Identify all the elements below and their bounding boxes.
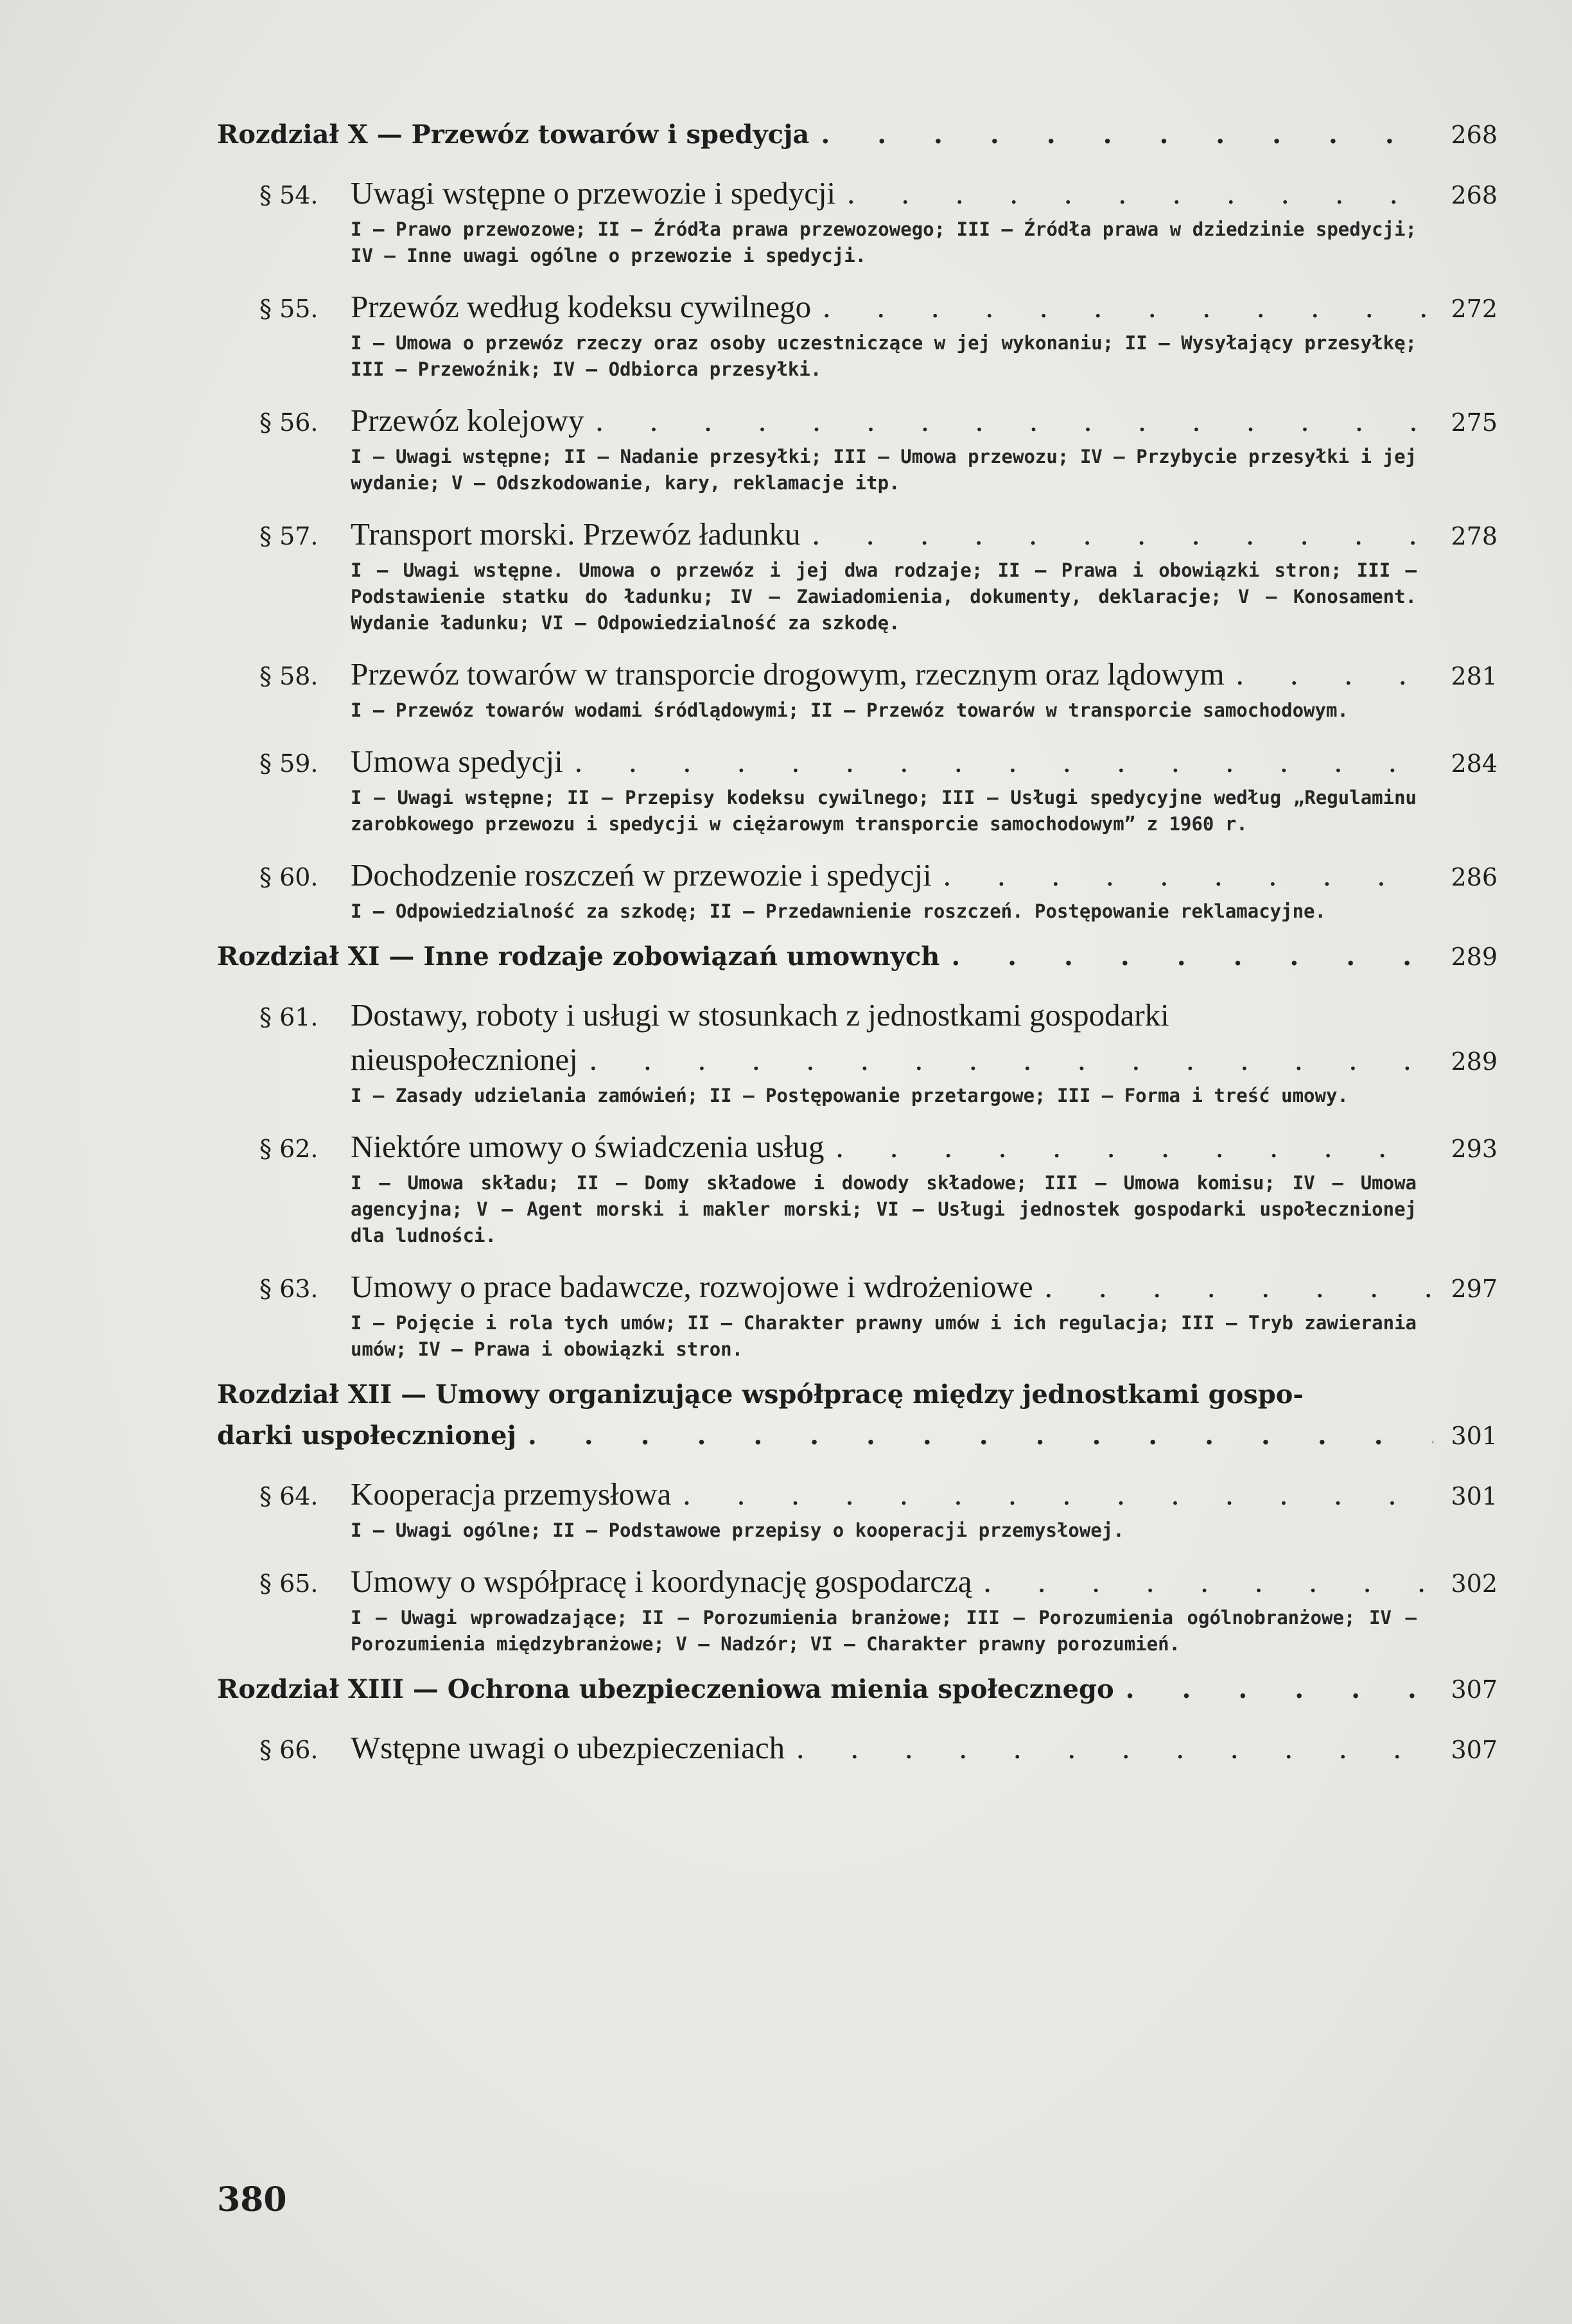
section-subtopics: I — Umowa składu; II — Domy składowe i dowody składowe; III — Umowa komisu; IV — Umowa agencyjna; V — Agent morski i makler morski; VI — Usługi jednostek gospodarki uspołecznionej dla ludności. [351, 1172, 1417, 1246]
section-number: § 55. [259, 295, 319, 323]
leader-dots [1114, 1669, 1433, 1710]
leader-dots [1033, 1266, 1433, 1308]
chapter-heading [217, 936, 1498, 977]
section-title: Dostawy, roboty i usługi w stosunkach z jednostkami gospodarki [351, 997, 1169, 1033]
chapter-page-number: 268 [1451, 121, 1498, 149]
page-number: 380 [217, 2180, 287, 2219]
section-page-number: 268 [1451, 181, 1498, 209]
section-heading-continued [217, 1038, 1498, 1083]
section-page-number: 302 [1451, 1569, 1498, 1598]
table-of-contents [217, 103, 1498, 1771]
chapter-heading-continued [217, 1415, 1498, 1456]
section-title: Umowy o prace badawcze, rozwojowe i wdrożeniowe [351, 1269, 1033, 1304]
chapter-label-continued: darki uspołecznionej [217, 1420, 516, 1451]
section-page-number: 301 [1451, 1482, 1498, 1510]
section-title: Kooperacja przemysłowa [351, 1476, 672, 1512]
leader-dots [671, 1473, 1433, 1516]
leader-dots [785, 1727, 1433, 1769]
section-page-number: 293 [1451, 1135, 1498, 1163]
section-number: § 57. [259, 522, 319, 550]
leader-dots [578, 1038, 1433, 1081]
section-heading [217, 1126, 1498, 1170]
section-heading [217, 286, 1498, 330]
chapter-heading [217, 114, 1498, 155]
section-page-number: 289 [1451, 1047, 1498, 1076]
section-page-number: 307 [1451, 1736, 1498, 1764]
section-number: § 64. [259, 1482, 319, 1510]
section-title: Umowy o współpracę i koordynację gospodarczą [351, 1564, 972, 1599]
leader-dots [584, 399, 1433, 442]
leader-dots [939, 936, 1433, 977]
section-title: Umowa spedycji [351, 744, 563, 779]
leader-dots [563, 740, 1433, 783]
section-number: § 59. [259, 749, 319, 778]
leader-dots [809, 114, 1433, 155]
leader-dots [835, 172, 1433, 214]
section-heading [217, 1727, 1498, 1771]
section-title: Dochodzenie roszczeń w przewozie i spedycji [351, 857, 932, 893]
section-page-number: 272 [1451, 295, 1498, 323]
section-heading [217, 1560, 1498, 1605]
section-subtopics: I — Pojęcie i rola tych umów; II — Charakter prawny umów i ich regulacja; III — Tryb zawierania umów; IV — Prawa i obowiązki stron. [351, 1312, 1417, 1360]
section-page-number: 281 [1451, 662, 1498, 690]
leader-dots [811, 286, 1433, 328]
section-number: § 58. [259, 662, 319, 690]
section-number: § 60. [259, 863, 319, 891]
section-page-number: 275 [1451, 408, 1498, 437]
chapter-page-number: 301 [1451, 1422, 1498, 1450]
section-heading [217, 399, 1498, 444]
chapter-label: Rozdział XI — Inne rodzaje zobowiązań umownych [217, 941, 940, 972]
section-title: Przewóz według kodeksu cywilnego [351, 289, 812, 324]
section-heading [217, 513, 1498, 557]
section-subtopics: I — Uwagi wprowadzające; II — Porozumienia branżowe; III — Porozumienia ogólnobranżowe; IV — Porozumienia międzybranżowe; V — Nadzór; VI — Charakter prawny porozumień. [351, 1607, 1417, 1655]
section-title: Uwagi wstępne o przewozie i spedycji [351, 175, 836, 211]
section-heading [217, 740, 1498, 785]
chapter-page-number: 307 [1451, 1675, 1498, 1704]
section-page-number: 297 [1451, 1275, 1498, 1303]
section-number: § 66. [259, 1736, 319, 1764]
section-heading [217, 1473, 1498, 1517]
leader-dots [972, 1560, 1433, 1603]
section-title: Przewóz towarów w transporcie drogowym, rzecznym oraz lądowym [351, 656, 1225, 692]
section-page-number: 278 [1451, 522, 1498, 550]
section-title-continued: nieuspołecznionej [351, 1042, 578, 1077]
section-subtopics: I — Przewóz towarów wodami śródlądowymi; II — Przewóz towarów w transporcie samochodowym. [351, 699, 1349, 721]
leader-dots [825, 1126, 1433, 1168]
section-heading [217, 653, 1498, 697]
leader-dots [1225, 653, 1433, 695]
chapter-label: Rozdział X — Przewóz towarów i spedycja [217, 119, 810, 150]
chapter-label: Rozdział XII — Umowy organizujące współpracę między jednostkami gospo- [217, 1379, 1304, 1410]
section-subtopics: I — Uwagi wstępne; II — Nadanie przesyłki; III — Umowa przewozu; IV — Przybycie przesyłki i jej wydanie; V — Odszkodowanie, kary, reklamacje itp. [351, 446, 1417, 494]
section-heading [217, 1266, 1498, 1310]
section-number: § 61. [259, 1003, 319, 1031]
section-page-number: 286 [1451, 863, 1498, 891]
section-subtopics: I — Umowa o przewóz rzeczy oraz osoby uczestniczące w jej wykonaniu; II — Wysyłający przesyłkę; III — Przewoźnik; IV — Odbiorca przesyłki. [351, 332, 1417, 380]
section-subtopics: I — Uwagi ogólne; II — Podstawowe przepisy o kooperacji przemysłowej. [351, 1519, 1124, 1541]
section-title: Wstępne uwagi o ubezpieczeniach [351, 1730, 785, 1765]
section-heading [217, 854, 1498, 898]
chapter-heading [217, 1374, 1498, 1415]
section-title: Transport morski. Przewóz ładunku [351, 516, 801, 552]
chapter-heading [217, 1669, 1498, 1710]
leader-dots [932, 854, 1433, 896]
section-subtopics: I — Uwagi wstępne; II — Przepisy kodeksu cywilnego; III — Usługi spedycyjne według „Regulaminu zarobkowego przewozu i spedycji w ciężarowym transporcie samochodowym” z 1960 r. [351, 787, 1417, 835]
section-subtopics: I — Uwagi wstępne. Umowa o przewóz i jej dwa rodzaje; II — Prawa i obowiązki stron; III — Podstawienie statku do ładunku; IV — Zawiadomienia, dokumenty, deklaracje; V — Konosament. Wydanie ładunku; VI — Odpowiedzialność za szkodę. [351, 559, 1417, 634]
section-number: § 54. [259, 181, 319, 209]
section-number: § 56. [259, 408, 319, 437]
chapter-label: Rozdział XIII — Ochrona ubezpieczeniowa mienia społecznego [217, 1674, 1114, 1704]
section-title: Przewóz kolejowy [351, 403, 584, 438]
section-heading [217, 994, 1498, 1038]
chapter-page-number: 289 [1451, 943, 1498, 971]
section-page-number: 284 [1451, 749, 1498, 778]
section-number: § 65. [259, 1569, 319, 1598]
section-subtopics: I — Zasady udzielania zamówień; II — Postępowanie przetargowe; III — Forma i treść umowy. [351, 1085, 1349, 1106]
section-heading [217, 172, 1498, 216]
section-number: § 63. [259, 1275, 319, 1303]
leader-dots [800, 513, 1433, 555]
section-subtopics: I — Odpowiedzialność za szkodę; II — Przedawnienie roszczeń. Postępowanie reklamacyjne. [351, 900, 1326, 922]
section-number: § 62. [259, 1135, 319, 1163]
section-title: Niektóre umowy o świadczenia usług [351, 1129, 825, 1164]
section-subtopics: I — Prawo przewozowe; II — Źródła prawa przewozowego; III — Źródła prawa w dziedzinie spedycji; IV — Inne uwagi ogólne o przewozie i spedycji. [351, 218, 1417, 266]
leader-dots [516, 1415, 1433, 1456]
